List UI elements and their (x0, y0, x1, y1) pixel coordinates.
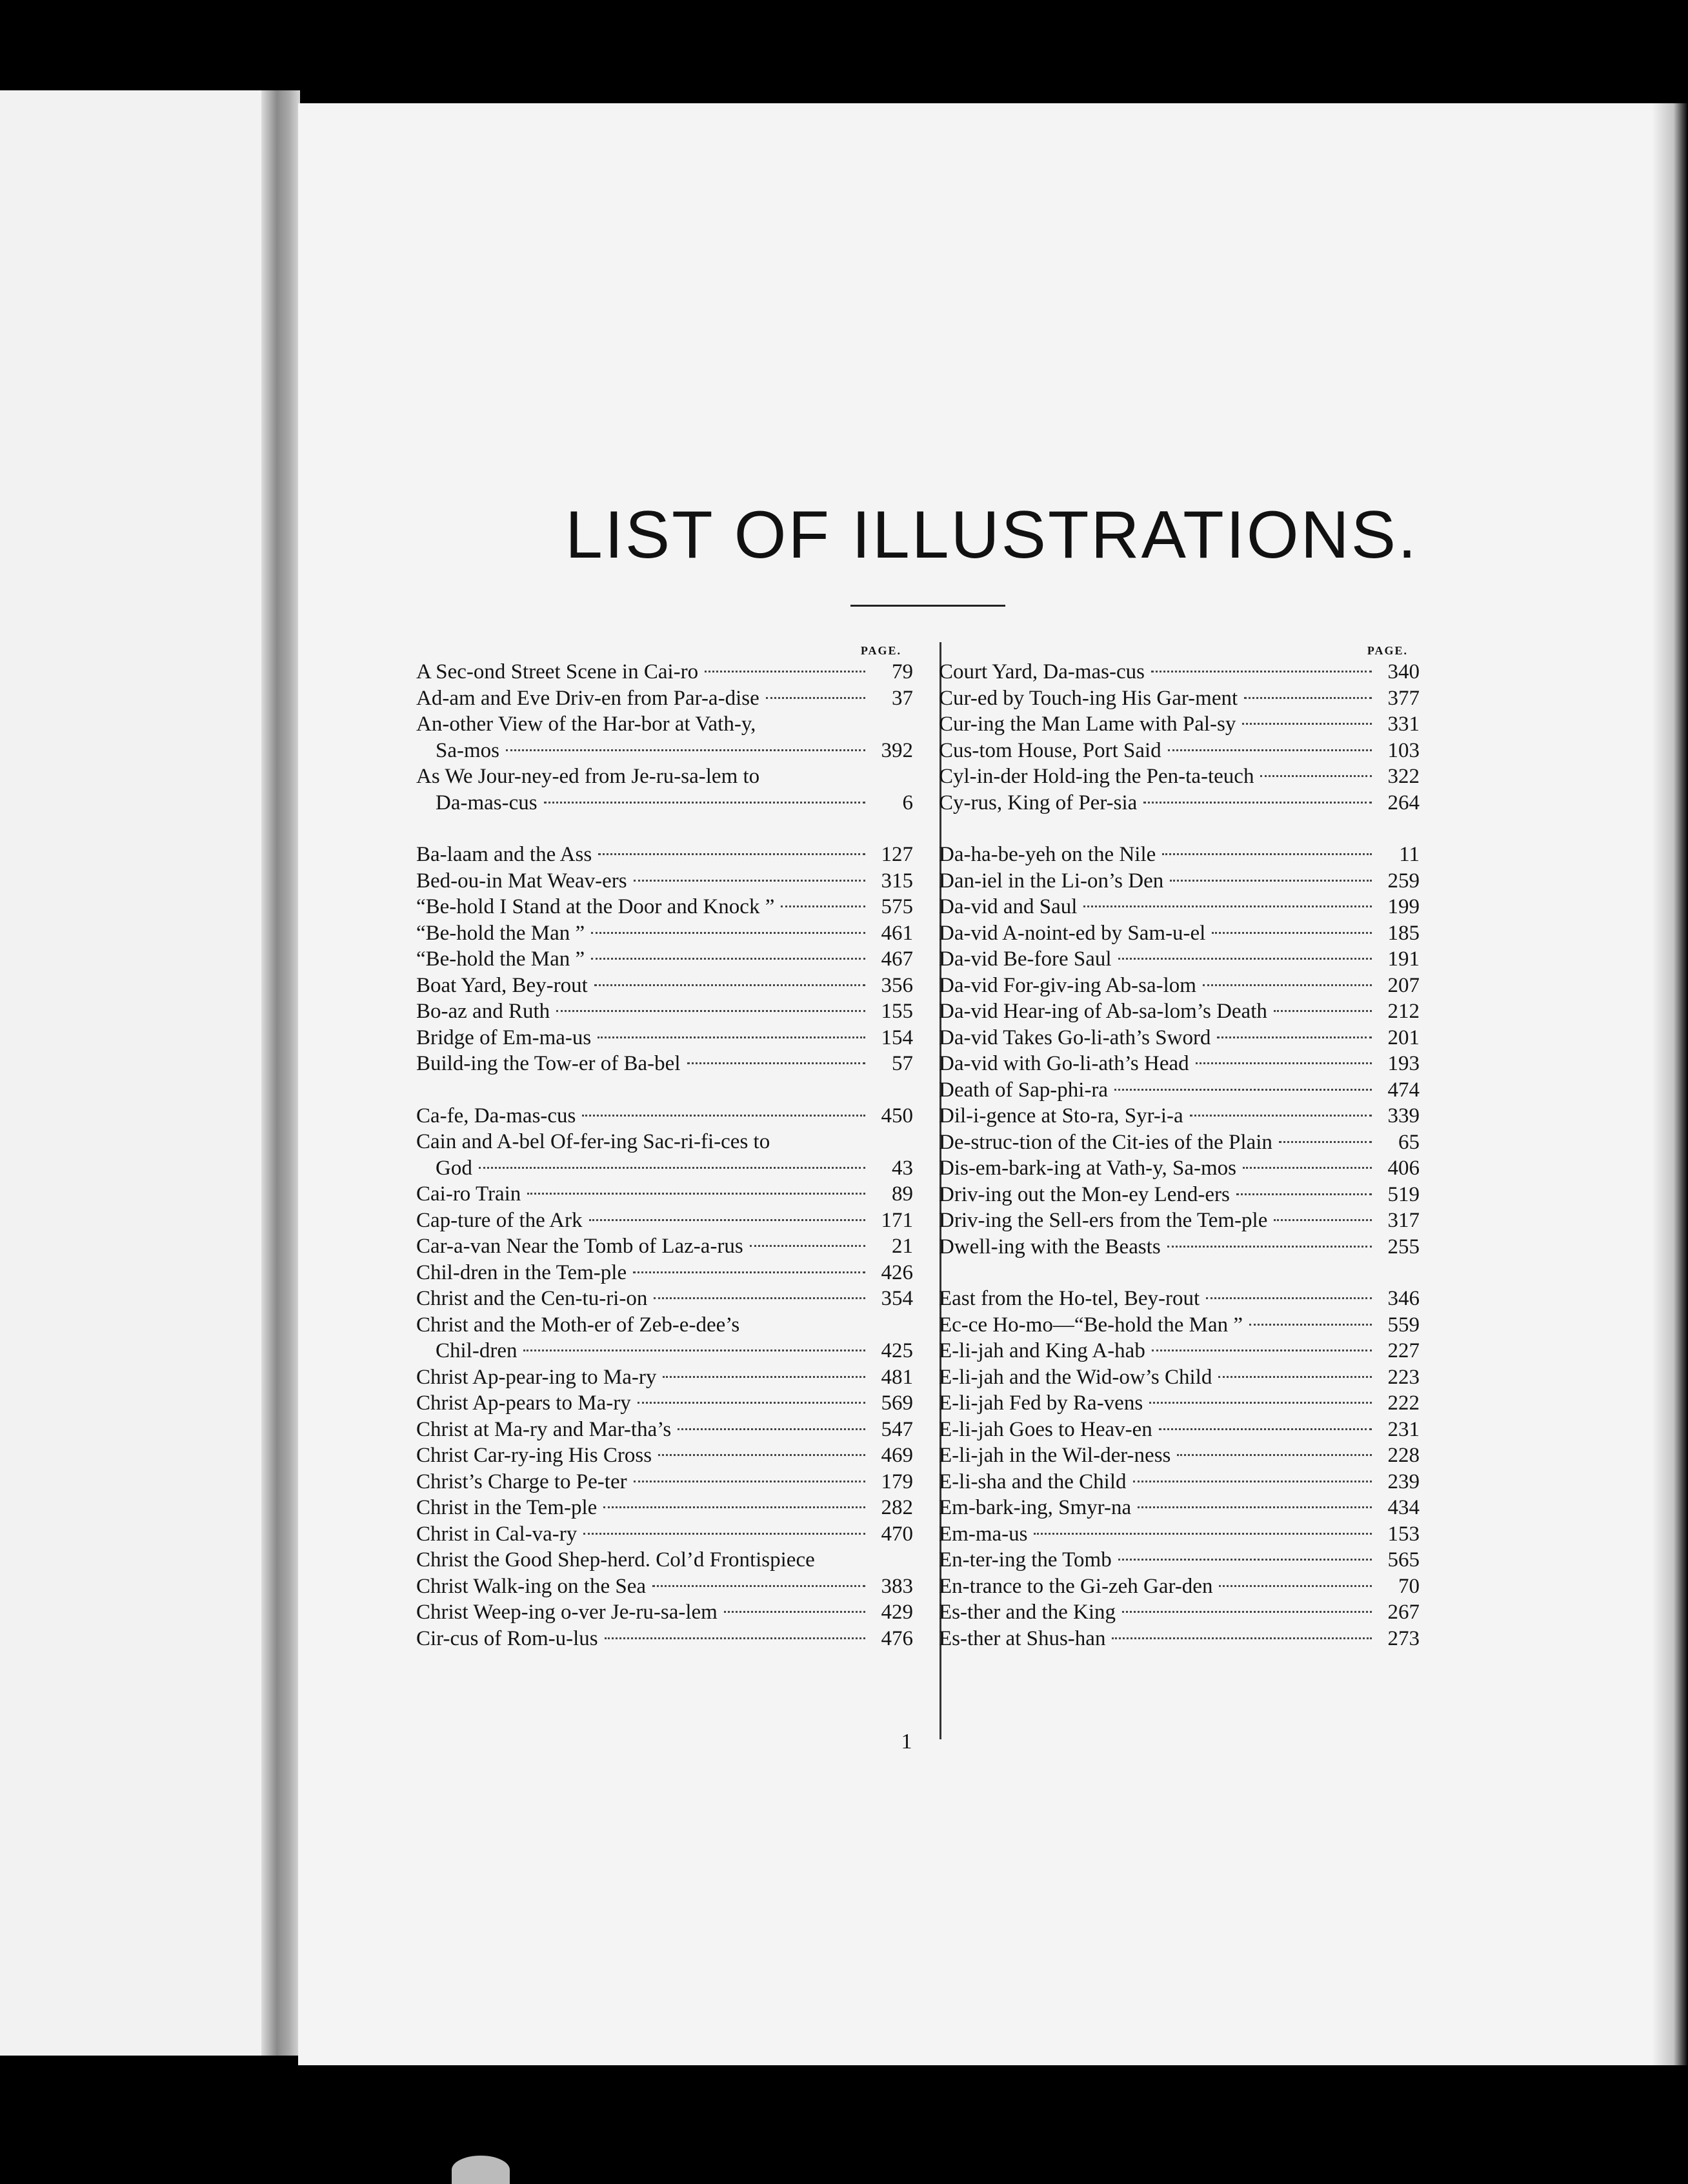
page-reference: 450 (881, 1104, 913, 1127)
illustration-title: A Sec-ond Street Scene in Cai-ro (416, 660, 699, 683)
page-reference: 153 (1387, 1522, 1420, 1546)
illustration-entry (939, 1312, 1420, 1339)
section-gap (939, 816, 1420, 842)
illustration-title: Christ in Cal-va-ry (416, 1522, 578, 1546)
page-reference: 461 (881, 921, 913, 945)
book-gutter (261, 90, 300, 2056)
illustration-title: Da-vid with Go-li-ath’s Head (939, 1052, 1189, 1075)
illustration-title: Cy-rus, King of Per-sia (939, 791, 1138, 814)
dot-leader (638, 1402, 865, 1404)
illustration-entry (416, 1495, 913, 1521)
illustration-entry (416, 763, 913, 790)
page-reference: 255 (1387, 1235, 1420, 1259)
dot-leader (634, 880, 865, 882)
dot-leader (1274, 1010, 1372, 1012)
illustration-title: Boat Yard, Bey-rout (416, 973, 588, 997)
illustration-entry (939, 1077, 1420, 1104)
illustration-title: Cap-ture of the Ark (416, 1208, 583, 1232)
page-reference: 470 (881, 1522, 913, 1546)
dot-leader (781, 905, 865, 907)
illustration-entry (939, 973, 1420, 999)
dot-leader (1143, 802, 1372, 804)
dot-leader (1190, 1115, 1372, 1117)
illustration-entry (939, 1626, 1420, 1652)
illustration-entry (939, 1103, 1420, 1129)
page-reference: 322 (1387, 765, 1420, 788)
page-reference: 11 (1399, 843, 1420, 866)
section-gap (416, 816, 913, 842)
illustration-entry (416, 1129, 913, 1155)
illustration-entry (939, 1025, 1420, 1051)
illustration-title: Da-vid A-noint-ed by Sam-u-el (939, 921, 1206, 945)
dot-leader (634, 1481, 865, 1482)
dot-leader (544, 802, 865, 804)
illustration-title: East from the Ho-tel, Bey-rout (939, 1287, 1200, 1310)
illustration-entry (939, 659, 1420, 685)
dot-leader (1217, 1036, 1372, 1038)
page-reference: 392 (881, 738, 913, 762)
illustration-title: E-li-jah and the Wid-ow’s Child (939, 1365, 1212, 1389)
page-reference: 154 (881, 1026, 913, 1049)
page-reference: 43 (892, 1156, 913, 1180)
illustration-entry (416, 1103, 913, 1129)
page-title: LIST OF ILLUSTRATIONS. (565, 498, 1418, 572)
page-column-label: PAGE. (860, 644, 901, 657)
section-gap (416, 1077, 913, 1103)
illustration-entry (416, 868, 913, 895)
dot-leader (1034, 1533, 1372, 1535)
dot-leader (1218, 1376, 1372, 1378)
page-reference: 227 (1387, 1339, 1420, 1362)
page-reference: 331 (1387, 713, 1420, 736)
illustration-entry (939, 1208, 1420, 1234)
dot-leader (1118, 958, 1372, 960)
dot-leader (705, 671, 865, 672)
illustration-entry (939, 1364, 1420, 1391)
page-reference: 429 (881, 1601, 913, 1624)
illustration-title: “Be-hold I Stand at the Door and Knock ” (416, 895, 775, 918)
dot-leader (1274, 1219, 1372, 1221)
illustration-entry (939, 738, 1420, 764)
dot-leader (523, 1350, 865, 1351)
illustration-entry (939, 790, 1420, 816)
illustration-entry (416, 1312, 913, 1339)
illustration-entry (939, 1182, 1420, 1208)
illustration-entry (416, 1417, 913, 1443)
illustration-entry (416, 659, 913, 685)
illustration-title: Bridge of Em-ma-us (416, 1026, 592, 1049)
illustration-title: Da-vid Hear-ing of Ab-sa-lom’s Death (939, 1000, 1267, 1023)
dot-leader (654, 1297, 865, 1299)
dot-leader (1219, 1585, 1372, 1587)
illustration-title: Christ and the Cen-tu-ri-on (416, 1287, 648, 1310)
dot-leader (594, 984, 865, 986)
page-reference: 476 (881, 1626, 913, 1650)
page-reference: 127 (881, 843, 913, 866)
illustration-title: Bo-az and Ruth (416, 1000, 550, 1023)
illustration-title: Driv-ing the Sell-ers from the Tem-ple (939, 1209, 1268, 1232)
page-reference: 474 (1387, 1078, 1420, 1102)
dot-leader (1196, 1062, 1372, 1064)
illustration-title: Chil-dren in the Tem-ple (416, 1260, 627, 1284)
page-reference: 223 (1387, 1365, 1420, 1389)
page-reference: 264 (1387, 791, 1420, 814)
illustration-entry (939, 1155, 1420, 1182)
illustration-entry (939, 711, 1420, 738)
page-reference: 575 (881, 895, 913, 918)
dot-leader (582, 1115, 865, 1117)
illustration-title: Cur-ed by Touch-ing His Gar-ment (939, 686, 1238, 710)
dot-leader (1112, 1637, 1372, 1639)
page-reference: 282 (881, 1496, 913, 1519)
illustration-entry (939, 1417, 1420, 1443)
page-reference: 239 (1387, 1470, 1420, 1493)
illustration-entry (416, 1260, 913, 1286)
right-column (939, 642, 1420, 1652)
page-reference: 21 (892, 1235, 913, 1258)
page-reference: 273 (1387, 1626, 1420, 1650)
illustration-entry (939, 1442, 1420, 1469)
illustration-title: Build-ing the Tow-er of Ba-bel (416, 1052, 681, 1075)
page-reference: 547 (881, 1417, 913, 1441)
dot-leader (687, 1062, 866, 1064)
illustration-title: Da-ha-be-yeh on the Nile (939, 843, 1156, 866)
illustration-title: Ba-laam and the Ass (416, 843, 592, 866)
page-reference: 57 (892, 1052, 913, 1075)
dot-leader (598, 853, 865, 855)
illustration-title: E-li-jah Fed by Ra-vens (939, 1391, 1143, 1415)
dot-leader (1149, 1402, 1372, 1404)
page-reference: 340 (1387, 660, 1420, 683)
illustration-title: En-trance to the Gi-zeh Gar-den (939, 1574, 1213, 1598)
dot-leader (1162, 853, 1372, 855)
dot-leader (583, 1533, 865, 1535)
section-gap (939, 1260, 1420, 1286)
illustration-entry (416, 1233, 913, 1260)
dot-leader (598, 1036, 865, 1038)
illustration-entry (939, 894, 1420, 920)
page-reference: 426 (881, 1260, 913, 1284)
illustration-title: Christ Ap-pear-ing to Ma-ry (416, 1365, 657, 1389)
illustration-entry (939, 842, 1420, 868)
illustration-entry (416, 711, 913, 738)
illustration-title: Christ’s Charge to Pe-ter (416, 1470, 627, 1493)
illustration-title: Dan-iel in the Li-on’s Den (939, 869, 1164, 893)
illustration-entry (939, 1495, 1420, 1521)
illustration-title: Ad-am and Eve Driv-en from Par-a-dise (416, 686, 759, 710)
illustration-entry (939, 763, 1420, 790)
dot-leader (1242, 723, 1372, 725)
dot-leader (678, 1428, 865, 1430)
illustration-entry (939, 685, 1420, 712)
illustration-entry (416, 998, 913, 1025)
page-reference: 222 (1387, 1391, 1420, 1415)
illustration-title: Christ at Ma-ry and Mar-tha’s (416, 1417, 672, 1441)
illustration-title: Death of Sap-phi-ra (939, 1078, 1109, 1102)
title-underline (850, 605, 1005, 607)
page-reference: 231 (1387, 1417, 1420, 1441)
illustration-entry (939, 1390, 1420, 1417)
illustration-entry (416, 1573, 913, 1600)
illustration-entry (939, 946, 1420, 973)
dot-leader (1260, 775, 1372, 777)
page-reference: 383 (881, 1574, 913, 1598)
illustration-title: Cir-cus of Rom-u-lus (416, 1626, 598, 1650)
dot-leader (1118, 1559, 1372, 1561)
illustration-title: Dil-i-gence at Sto-ra, Syr-i-a (939, 1104, 1183, 1127)
illustration-entry (416, 1155, 913, 1182)
illustration-entry (416, 1469, 913, 1495)
dot-leader (1083, 905, 1372, 907)
page-reference: 185 (1387, 921, 1420, 945)
illustration-title: Christ Ap-pears to Ma-ry (416, 1391, 631, 1415)
illustration-entry (416, 1390, 913, 1417)
page-reference: 89 (892, 1182, 913, 1206)
page-edge-shadow (1652, 103, 1688, 2065)
illustration-entry (939, 1234, 1420, 1260)
page-reference: 317 (1387, 1209, 1420, 1232)
dot-leader (663, 1376, 865, 1378)
page-reference: 339 (1387, 1104, 1420, 1127)
dot-leader (1279, 1141, 1372, 1143)
dot-leader (633, 1271, 865, 1273)
page-reference: 467 (881, 947, 913, 971)
page-reference: 6 (902, 791, 913, 814)
page-reference: 425 (881, 1339, 913, 1362)
illustration-title: Car-a-van Near the Tomb of Laz-a-rus (416, 1235, 743, 1258)
page-reference: 201 (1387, 1026, 1420, 1049)
dot-leader (1244, 697, 1372, 699)
illustration-title: As We Jour-ney-ed from Je-ru-sa-lem to (416, 765, 760, 788)
illustration-entry (939, 1469, 1420, 1495)
dot-leader (1203, 984, 1372, 986)
illustration-title: Da-mas-cus (436, 791, 538, 814)
illustration-title: E-li-jah and King A-hab (939, 1339, 1145, 1362)
page-number: 1 (901, 1730, 912, 1754)
page-reference: 356 (881, 973, 913, 997)
page-reference: 199 (1387, 895, 1420, 918)
illustration-title: Cai-ro Train (416, 1182, 521, 1206)
illustration-title: Bed-ou-in Mat Weav-ers (416, 869, 627, 893)
illustration-title: Em-bark-ing, Smyr-na (939, 1496, 1132, 1519)
page-reference: 191 (1387, 947, 1420, 971)
illustration-title: Christ Walk-ing on the Sea (416, 1574, 647, 1598)
illustration-title: Cus-tom House, Port Said (939, 738, 1161, 762)
dot-leader (1243, 1167, 1372, 1169)
illustration-entry (939, 1573, 1420, 1600)
page-reference: 207 (1387, 973, 1420, 997)
page-reference: 65 (1398, 1130, 1420, 1154)
illustration-title: Christ the Good Shep-herd. Col’d Frontispiece (416, 1548, 815, 1572)
illustration-entry (939, 868, 1420, 895)
illustration-title: Es-ther and the King (939, 1601, 1116, 1624)
dot-leader (750, 1245, 865, 1247)
illustration-entry (939, 1338, 1420, 1364)
illustration-title: Em-ma-us (939, 1522, 1028, 1546)
illustration-title: Dwell-ing with the Beasts (939, 1235, 1161, 1259)
page-reference: 315 (881, 869, 913, 893)
illustration-entry (416, 1208, 913, 1234)
illustration-title: God (436, 1156, 472, 1180)
dot-leader (589, 1219, 865, 1221)
page-reference: 37 (892, 686, 913, 710)
page-reference: 212 (1387, 1000, 1420, 1023)
illustration-entry (416, 842, 913, 868)
illustration-entry (416, 685, 913, 712)
illustration-title: Cyl-in-der Hold-ing the Pen-ta-teuch (939, 765, 1254, 788)
illustration-entry (939, 1286, 1420, 1312)
dot-leader (506, 749, 865, 751)
page-reference: 267 (1387, 1601, 1420, 1624)
page-reference: 519 (1387, 1182, 1420, 1206)
illustration-title: Cain and A-bel Of-fer-ing Sac-ri-fi-ces to (416, 1130, 770, 1153)
illustration-entry (416, 1025, 913, 1051)
illustration-entry (939, 998, 1420, 1025)
illustration-title: Da-vid For-giv-ing Ab-sa-lom (939, 973, 1196, 997)
illustration-entry (416, 1338, 913, 1364)
dot-leader (527, 1193, 865, 1195)
illustration-entry (416, 973, 913, 999)
illustration-title: Da-vid Be-fore Saul (939, 947, 1112, 971)
illustration-title: E-li-jah in the Wil-der-ness (939, 1444, 1171, 1467)
page-reference: 228 (1387, 1444, 1420, 1467)
left-column (416, 642, 913, 1652)
dot-leader (1177, 1454, 1372, 1456)
illustration-title: An-other View of the Har-bor at Vath-y, (416, 713, 756, 736)
page-reference: 354 (881, 1287, 913, 1310)
illustration-title: Es-ther at Shus-han (939, 1626, 1106, 1650)
illustration-entry (939, 1547, 1420, 1573)
illustration-title: Ca-fe, Da-mas-cus (416, 1104, 576, 1127)
illustration-entry (416, 1364, 913, 1391)
page-reference: 193 (1387, 1052, 1420, 1075)
illustration-title: En-ter-ing the Tomb (939, 1548, 1112, 1572)
page-reference: 70 (1398, 1574, 1420, 1598)
illustration-entry (416, 1181, 913, 1208)
illustration-entry (416, 738, 913, 764)
illustration-title: Driv-ing out the Mon-ey Lend-ers (939, 1182, 1230, 1206)
dot-leader (1133, 1481, 1372, 1482)
illustration-entry (416, 1599, 913, 1626)
dot-leader (591, 932, 865, 934)
illustration-entry (416, 946, 913, 973)
page-reference: 469 (881, 1444, 913, 1467)
dot-leader (1170, 880, 1372, 882)
dot-leader (605, 1637, 865, 1639)
illustration-entry (939, 1129, 1420, 1156)
illustration-title: Christ Weep-ing o-ver Je-ru-sa-lem (416, 1601, 718, 1624)
dot-leader (1152, 1350, 1372, 1351)
page-reference: 434 (1387, 1496, 1420, 1519)
illustration-title: Cur-ing the Man Lame with Pal-sy (939, 713, 1236, 736)
dot-leader (652, 1585, 865, 1587)
illustration-entry (416, 920, 913, 947)
page-reference: 481 (881, 1365, 913, 1389)
illustration-title: “Be-hold the Man ” (416, 921, 585, 945)
dot-leader (766, 697, 865, 699)
dot-leader (724, 1611, 865, 1613)
dot-leader (1138, 1506, 1372, 1508)
page-reference: 406 (1387, 1157, 1420, 1180)
illustration-entry (939, 1051, 1420, 1077)
dot-leader (1151, 671, 1372, 672)
page-reference: 171 (881, 1208, 913, 1232)
page-reference: 565 (1387, 1548, 1420, 1572)
dot-leader (1114, 1089, 1372, 1091)
page-reference: 79 (892, 660, 913, 683)
dot-leader (591, 958, 865, 960)
illustration-title: De-struc-tion of the Cit-ies of the Plain (939, 1130, 1272, 1154)
illustration-entry (416, 790, 913, 816)
page-column-label: PAGE. (1367, 644, 1408, 657)
illustration-title: Chil-dren (436, 1339, 517, 1362)
illustration-entry (416, 1626, 913, 1652)
illustration-title: E-li-sha and the Child (939, 1470, 1127, 1493)
dot-leader (1168, 749, 1372, 751)
dot-leader (1212, 932, 1372, 934)
dot-leader (1206, 1297, 1372, 1299)
illustration-title: Christ and the Moth-er of Zeb-e-dee’s (416, 1313, 740, 1337)
illustration-title: Ec-ce Ho-mo—“Be-hold the Man ” (939, 1313, 1243, 1337)
dot-leader (1122, 1611, 1372, 1613)
illustration-entry (939, 1599, 1420, 1626)
dot-leader (603, 1506, 865, 1508)
illustration-title: Court Yard, Da-mas-cus (939, 660, 1145, 683)
illustration-title: Christ in the Tem-ple (416, 1496, 598, 1519)
page-reference: 569 (881, 1391, 913, 1415)
illustration-title: Christ Car-ry-ing His Cross (416, 1444, 652, 1467)
dot-leader (1159, 1428, 1372, 1430)
page-reference: 346 (1387, 1287, 1420, 1310)
illustration-title: Dis-em-bark-ing at Vath-y, Sa-mos (939, 1157, 1236, 1180)
illustration-entry (416, 894, 913, 920)
scan-speck (452, 2156, 510, 2184)
page-reference: 377 (1387, 686, 1420, 710)
dot-leader (1249, 1324, 1372, 1326)
illustration-title: “Be-hold the Man ” (416, 947, 585, 971)
page-reference: 259 (1387, 869, 1420, 893)
illustration-entry (416, 1521, 913, 1548)
page-reference: 179 (881, 1470, 913, 1493)
illustration-entry (416, 1286, 913, 1312)
illustration-entry (416, 1442, 913, 1469)
illustration-entry (416, 1547, 913, 1573)
illustration-title: Sa-mos (436, 738, 499, 762)
illustration-entry (939, 1521, 1420, 1548)
illustration-entry (939, 920, 1420, 947)
dot-leader (479, 1167, 865, 1169)
page-reference: 559 (1387, 1313, 1420, 1337)
page-reference: 103 (1387, 738, 1420, 762)
dot-leader (658, 1454, 865, 1456)
illustration-title: E-li-jah Goes to Heav-en (939, 1417, 1152, 1441)
illustration-title: Da-vid Takes Go-li-ath’s Sword (939, 1026, 1211, 1049)
page-reference: 155 (881, 1000, 913, 1023)
facing-page-edge (0, 90, 271, 2056)
illustration-title: Da-vid and Saul (939, 895, 1078, 918)
dot-leader (1236, 1193, 1372, 1195)
illustration-entry (416, 1051, 913, 1077)
dot-leader (556, 1010, 865, 1012)
dot-leader (1167, 1246, 1372, 1248)
